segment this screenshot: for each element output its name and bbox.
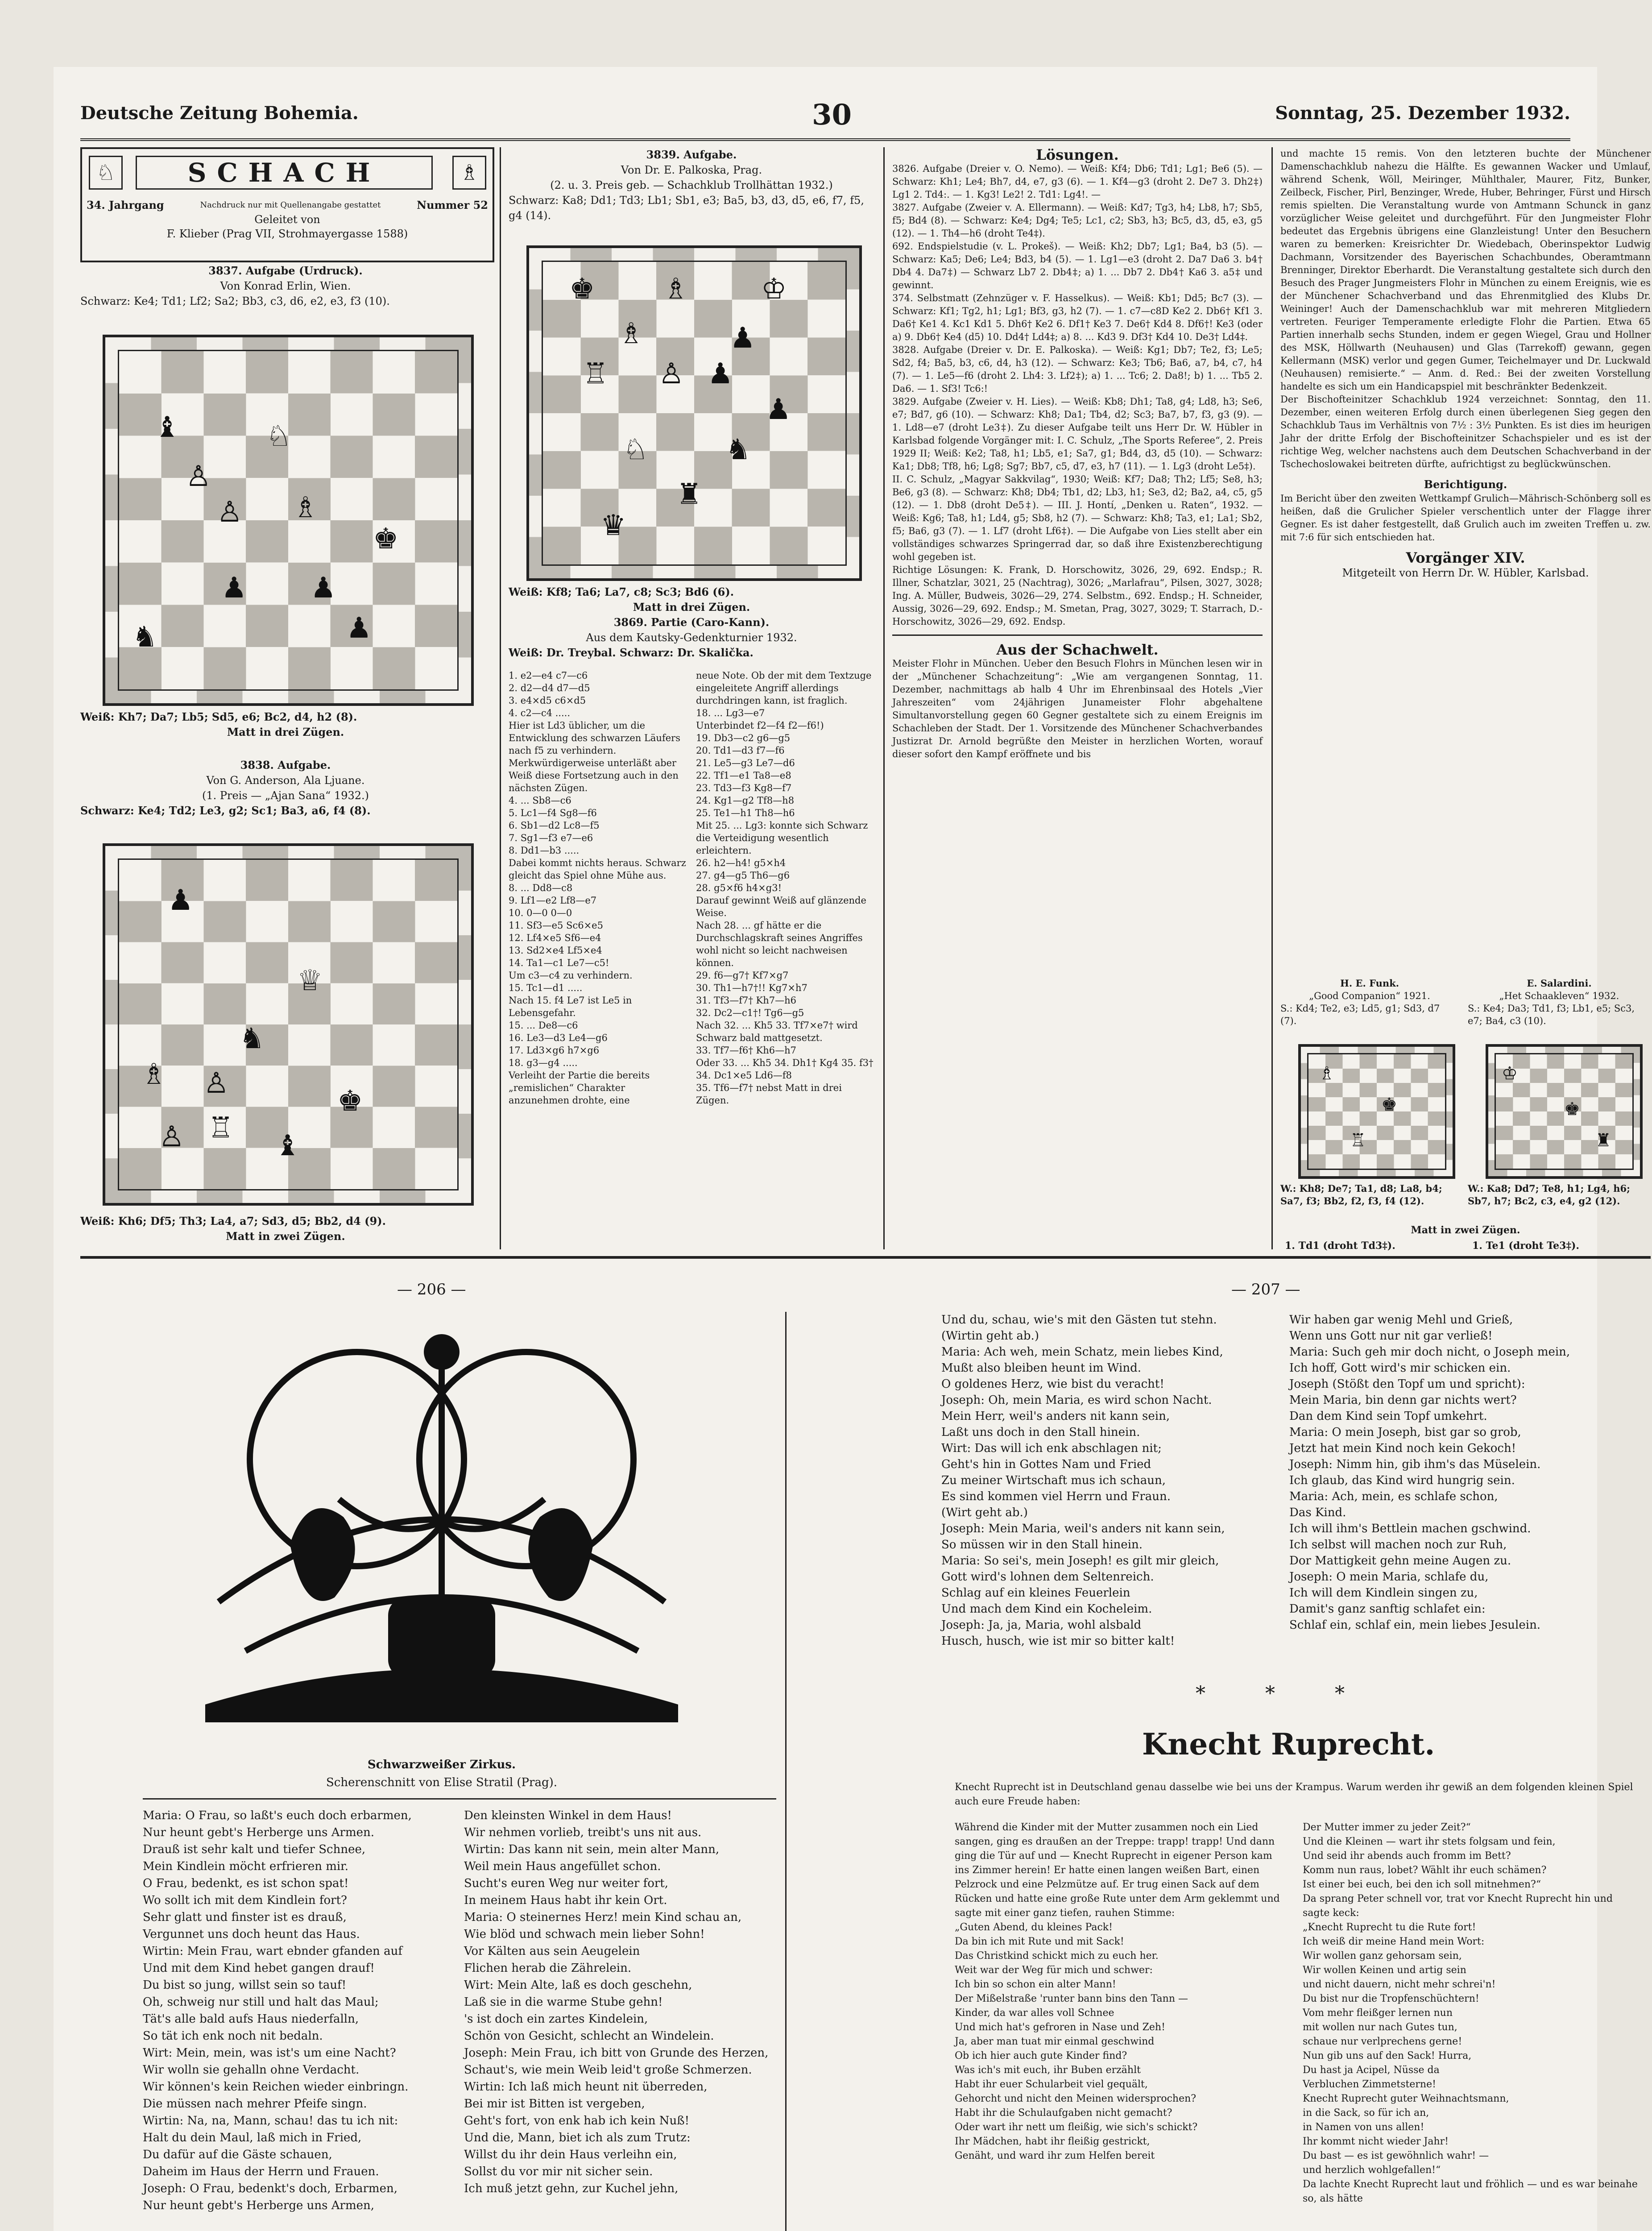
vorgaenger-goal: Matt in zwei Zügen.: [1411, 1224, 1520, 1236]
chess-board-squares: [118, 350, 459, 691]
play-column-2: Den kleinsten Winkel in dem Haus! Wir nehmen vorlieb, treibt's uns nit aus. Wirtin: Das kann nit sein, mein alter Mann, Weil mein Haus angefüllet schon. Sucht's euren Weg nur weiter fort, In meinem Haus habt ihr kein Ort. Maria: O steinernes Herz! mein Kind schau an, Wie blöd und schwach mein lieber Sohn! Vor Kälten aus sein Aeugelein Flichen herab die Zährelein. Wirt: Mein Alte, laß es doch geschehn, Laß sie in die warme Stube gehn! 's ist doch ein zartes Kindelein, Schön von Gesicht, schlecht an Windelein. Joseph: Mein Frau, ich bitt von Grunde des Herzen, Schaut's, wie mein Weib leid't große Schmerzen. Wirtin: Ich laß mich heunt nit überreden, Bei mir ist Bitten ist vergeben, Geht's fort, von enk hab ich kein Nuß! Und die, Mann, biet ich als zum Trutz: Willst du ihr dein Haus verleihn ein, Sollst du vor mir nit sicher sein. Ich muß jetzt gehn, zur Kuchel jehn,: [464, 1809, 769, 2195]
header-date: Sonntag, 25. Dezember 1932.: [1275, 103, 1570, 124]
vorgaenger-a-source: „Good Companion“ 1921.: [1309, 991, 1430, 1001]
chess-piece: ♝: [154, 411, 180, 444]
partie-moves-left: 1. e2—e4 c7—c6 2. d2—d4 d7—d5 3. e4×d5 c6×d5 4. c2—c4 ..... Hier ist Ld3 üblicher, um die Entwicklung des schwarzen Läufers nach f5 zu verhindern. Merkwürdigerweise unterläßt aber Weiß diese Fortsetzung auch in den nächsten Zügen. 4. ... Sb8—c6 5. Lc1—f4 Sg8—f6 6. Sb1—d2 Lc8—f5 7. Sg1—f3 e7—e6 8. Dd1—b3 ..... Dabei kommt nichts heraus. Schwarz gleicht das Spiel ohne Mühe aus. 8. ... Dd8—c8 9. Lf1—e2 Lf8—e7 10. 0—0 0—0 11. Sf3—e5 Sc6×e5 12. Lf4×e5 Sf6—e4 13. Sd2×e4 Lf5×e4 14. Ta1—c1 Le7—c5! Um c3—c4 zu verhindern. 15. Tc1—d1 ..... Nach 15. f4 Le7 ist Le5 in Lebensgefahr. 15. ... De8—c6 16. Le3—d3 Le4—g6 17. Ld3×g6 h7×g6 18. g3—g4 ..... Verleiht der Partie die bereits „remislichen“ Charakter anzunehmen drohte, eine: [509, 670, 686, 1106]
knecht-ruprecht-title: Knecht Ruprecht.: [1142, 1727, 1435, 1762]
chess-piece: ♖: [583, 357, 609, 390]
section-divider: [143, 1798, 776, 1800]
chess-piece: ♗: [293, 491, 319, 524]
partie-heading: 3869. Partie (Caro-Kann).: [613, 616, 770, 629]
column-3: [892, 147, 1263, 761]
schach-masthead: [80, 147, 494, 262]
chess-piece: ♜: [1595, 1130, 1611, 1151]
chess-piece: ♗: [618, 317, 644, 350]
problem-3839-prize: (2. u. 3. Preis geb. — Schachklub Trollhättan 1932.): [550, 179, 833, 191]
vorgaenger-b: [1468, 977, 1651, 1027]
column-divider: [883, 147, 885, 1249]
problem-3837-author: Von Konrad Erlin, Wien.: [220, 280, 351, 292]
paper-cut-illustration: [178, 1312, 705, 1749]
problem-3838-heading: 3838. Aufgabe.: [240, 759, 331, 771]
chess-piece: ♚: [337, 1085, 363, 1118]
play-column-3: Und du, schau, wie's mit den Gästen tut stehn. (Wirtin geht ab.) Maria: Ach weh, mein Schatz, mein liebes Kind, Mußt also bleiben heunt im Wind. O goldenes Herz, wie bist du veracht! Joseph: Oh, mein Maria, es wird schon Nacht. Mein Herr, weil's anders nit kann sein, Laßt uns doch in den Stall hinein. Wirt: Das will ich enk abschlagen nit; Geht's hin in Gottes Nam und Fried Zu meiner Wirtschaft mus ich schaun, Es sind kommen viel Herrn und Fraun. (Wirt geht ab.) Joseph: Mein Maria, weil's anders nit kann sein, So müssen wir in den Stall hinein. Maria: So sei's, mein Joseph! es gilt mir gleich, Gott wird's lohnen dem Seltenreich. Schlag auf ein kleines Feuerlein Und mach dem Kind ein Kocheleim. Joseph: Ja, ja, Maria, wohl alsbald Husch, husch, wie ist mir so bitter kalt!: [941, 1313, 1225, 1648]
chess-piece: ♙: [159, 1120, 185, 1153]
chess-piece: ♛: [600, 509, 626, 542]
bishop-icon: ♗: [452, 156, 486, 190]
schachwelt-text: Meister Flohr in München. Ueber den Besuch Flohrs in München lesen wir in der „Münchener Schachzeitung“: „Wie am vergangenen Sonntag, 11. Dezember, nachmittags ab halb 4 Uhr im Ehrenbinsaal des Hotels „Vier Jahreszeiten“ vom 24jährigen Junameister Flohr abgehaltene Simultanvorstellung gegen 60 Gegner gestaltete sich zu einem Ereignis im Schachleben der Stadt. Der 1. Vorsitzende des Münchener Schachverbandes Justizrat Dr. Arnold begrüßte den Meister in herzlichen Worten, worauf dieser sofort den Kampf eröffnete und bis: [892, 658, 1263, 759]
chess-piece: ♖: [1350, 1130, 1366, 1151]
page-header: [80, 98, 1570, 141]
chess-piece: ♞: [132, 621, 158, 654]
chess-board-squares: [542, 261, 847, 566]
schach-meta: [87, 198, 488, 241]
partie-sub: Aus dem Kautsky-Gedenkturnier 1932.: [586, 631, 797, 644]
chess-piece: ♟: [311, 572, 336, 605]
problem-3837-heading: 3837. Aufgabe (Urdruck).: [208, 264, 363, 277]
chess-piece: ♗: [141, 1058, 167, 1091]
vorgaenger-heading: Vorgänger XIV.: [1406, 549, 1525, 566]
chess-piece: ♙: [203, 1067, 229, 1100]
chess-piece: ♙: [186, 460, 211, 493]
problem-3838-prize: (1. Preis — „Ajan Sana“ 1932.): [202, 789, 369, 802]
vorgaenger-a-black: S.: Kd4; Te2, e3; Ld5, g1; Sd3, d7 (7).: [1280, 1003, 1440, 1026]
problem-3839-author: Von Dr. E. Palkoska, Prag.: [621, 164, 762, 176]
column-divider: [500, 147, 501, 1249]
column-2-partie: [509, 585, 874, 660]
vorgaenger-b-white: W.: Ka8; Dd7; Te8, h1; Lg4, h6; Sb7, h7; Bc2, c3, e4, g2 (12).: [1468, 1183, 1630, 1207]
vorgaenger-b-source: „Het Schaakleven“ 1932.: [1499, 991, 1619, 1001]
chess-piece: ♔: [1502, 1063, 1518, 1084]
problem-3839-heading: 3839. Aufgabe.: [646, 148, 737, 161]
chess-diagram-3839: [526, 245, 862, 581]
newspaper-page: [54, 67, 1651, 2231]
chess-piece: ♙: [217, 496, 243, 529]
column-1-mid: [80, 709, 491, 818]
knight-icon: ♘: [89, 156, 123, 190]
chess-diagram-3837: [103, 335, 474, 706]
chess-piece: ♘: [623, 433, 649, 466]
header-page-number: 30: [812, 98, 852, 132]
chess-diagram-vorgaenger-b: [1486, 1044, 1643, 1179]
loesungen-text: 3826. Aufgabe (Dreier v. O. Nemo). — Weiß: Kf4; Db6; Td1; Lg1; Be6 (5). — Schwarz: Kh1; Le4; Bh7, d4, e7, g3 (6). — 1. Kf4—g3 (droht 2. De7 3. Dh2‡) Lg1 2. Td4:. — 1. Kg3! Le2! 2. Td1: Lg4!. — 3827. Aufgabe (Zweier v. A. Ellermann). — Weiß: Kd7; Tg3, h4; Lb8, h7; Sb5, f5; Bd4 (8). — Schwarz: Ke4; Dg4; Te5; Lc1, c2; Sb3, h3; Bc5, d3, d5, e3, g5 (12). — 1. Th4—h6 (droht Te4‡). 692. Endspielstudie (v. L. Prokeš). — Weiß: Kh2; Db7; Lg1; Ba4, b3 (5). — Schwarz: Ka5; De6; Le4; Bd3, b4 (5). — 1. Lg1—e3 (droht 2. Da7 Da6 3. b4† Db4 4. Da7‡) — Schwarz Lb7 2. Db4‡; a) 1. ... Db7 2. Db4† Ka6 3. a5‡ und gewinnt. 374. Selbstmatt (Zehnzüger v. F. Hasselkus). — Weiß: Kb1; Dd5; Bc7 (3). — Schwarz: Kf1; Tg2, h1; Lg1; Bf3, g3, h2 (7). — 1. c7—c8D Ke2 2. Db6† Kf1 3. Da6† Ke1 4. Kc1 Kd1 5. Dh6† Ke2 6. Df1† Ke3 7. De6† Kd4 8. Df6†! Ke3 (oder a) 9. Db6† Ke4 (d5) 10. Dd4† Ld4‡; a) 8. ... Kd3 9. Df3† Kd4 10. De3† Ld4‡. 3828. Aufgabe (Dreier v. Dr. E. Palkoska). — Weiß: Kg1; Db7; Te2, f3; Le5; Sd2, f4; Ba5, b3, c6, d4, h3 (12). — Schwarz: Ke3; Tb6; Ba6, a7, b4, c7, h4 (7). — 1. Le5—f6 (droht 2. Lh4: 3. Lf2‡); a) 1. ... Tc6; 2. Da8!; b) 1. ... Tb5 2. Da6. — 1. Sf3! Tc6:! 3829. Aufgabe (Zweier v. H. Lies). — Weiß: Kb8; Dh1; Ta8, g4; Ld8, h3; Se6, e7; Bd7, g6 (10). — Schwarz: Kh8; Da1; Tb4, d2; Sc3; Ba7, b7, f3, g3 (9). — 1. Ld8—e7 (droht Le3‡). Zu dieser Aufgabe teilt uns Herr Dr. W. Hübler in Karlsbad folgende Vorgänger mit: I. C. Schulz, „The Sports Referee“, 2. Preis 1929 II; Weiß: Ke2; Ta8, h1; Lb5, e1; Sa7, g1; Bd4, d3, d5 (10). — Schwarz: Ka1; Db8; Tf8, h6; Lg8; Sg7; Bb7, c5, d7, e3, h7 (11). — 1. Lg3 (droht Le5‡). II. C. Schulz, „Magyar Sakkvilag“, 1930; Weiß: Kf7; Da8; Th2; Lf5; Se8, h3; Be6, g3 (8). — Schwarz: Kh8; Db4; Tb1, d2; Lb3, h1; Se3, d2; Ba2, a4, c5, g5 (12). — 1. Db8 (droht De5‡). — III. J. Hontí, „Denken u. Raten“, 1932. — Weiß: Kg6; Ta8, h1; Ld4, g5; Sb8, h2 (7). — Schwarz: Kh8; Ta3, e1; La1; Sb2, f5; Ba6, g3 (7). — 1. Lf7 (droht Lf6‡). — Die Aufgabe von Lies stellt aber ein vollständiges schwarzes Springerrad dar, so daß ihre Existenzberechtigung wohl gegeben ist. Richtige Lösungen: K. Frank, D. Horschowitz, 3026, 29, 692. Endsp.; R. Illner, Schatzlar, 3021, 25 (Nachtrag), 3026; „Marlafrau“, Pilsen, 3027, 3028; Ing. A. Müller, Budweis, 3026—29, 274. Selbstm., 692. Endsp.; H. Schneider, Aussig, 3026—29, 692. Endsp.; M. Smetan, Prag, 3027, 3029; T. Starrach, D.-Horschowitz, 3026—29, 692. Endsp.: [892, 163, 1263, 627]
chess-piece: ♚: [1381, 1095, 1397, 1115]
chess-piece: ♟: [346, 612, 372, 645]
chess-piece: ♚: [1564, 1099, 1580, 1120]
chess-piece: ♟: [168, 884, 194, 917]
problem-3838-black: Schwarz: Ke4; Td2; Le3, g2; Sc1; Ba3, a6, f4 (8).: [80, 804, 371, 817]
knecht-ruprecht-right: Der Mutter immer zu jeder Zeit?“ Und die Kleinen — wart ihr stets folgsam und fein, Und seid ihr abends auch fromm im Bett? Komm nun raus, lobet? Wählt ihr euch schämen? Ist einer bei euch, bei den ich soll mitnehmen?“ Da sprang Peter schnell vor, trat vor Knecht Ruprecht hin und sagte keck: „Knecht Ruprecht tu die Rute fort! Ich weiß dir meine Hand mein Wort: Wir wollen ganz gehorsam sein, Wir wollen Keinen und artig sein und nicht dauern, nicht mehr schrei'n! Du bist nur die Tropfenschüchtern! Vom mehr fleißger lernen nun mit wollen nur nach Gutes tun, schaue nur verlprechens gerne! Nun gib uns auf den Sack! Hurra, Du hast ja Acipel, Nüsse da Verbluchen Zimmetsterne! Knecht Ruprecht guter Weihnachtsmann, in die Sack, so für ich an, in Namen von uns allen! Ihr kommt nicht wieder Jahr! Du bast — es ist gewöhnlich wahr! — und herzlich wohlgefallen!“ Da lachte Knecht Ruprecht laut und fröhlich — und es war beinahe so, als hätte: [1303, 1822, 1638, 2204]
column-4: [1280, 147, 1651, 581]
page-gutter: [785, 1312, 787, 2231]
vorgaenger-sub: Mitgeteilt von Herrn Dr. W. Hübler, Karlsbad.: [1342, 567, 1589, 579]
problem-3839-goal: Matt in drei Zügen.: [633, 601, 750, 614]
schachwelt-heading: Aus der Schachwelt.: [996, 641, 1159, 658]
berichtigung-text: Im Bericht über den zweiten Wettkampf Grulich—Mährisch-Schönberg soll es heißen, daß die Grulicher Spieler verschentlich unter der Flagge ihrer Gegner. Es ist daher festgestellt, daß Grulich auch im zweiten Treffen u. zw. mit 7:6 für sich entschieden hat.: [1280, 493, 1651, 543]
vorgaenger-a-white: W.: Kh8; De7; Ta1, d8; La8, b4; Sa7, f3; Bb2, f2, f3, f4 (12).: [1280, 1183, 1442, 1207]
schach-note: Nachdruck nur mit Quellenangabe gestattet: [200, 200, 381, 210]
section-divider: [892, 634, 1263, 636]
problem-3839-black: Schwarz: Ka8; Dd1; Td3; Lb1; Sb1, e3; Ba5, b3, d3, d5, e6, f7, f5, g4 (14).: [509, 194, 865, 222]
chess-piece: ♚: [373, 523, 399, 556]
problem-3837-goal: Matt in drei Zügen.: [227, 726, 344, 738]
section-rule: [80, 1256, 1651, 1259]
chess-piece: ♞: [239, 1022, 265, 1055]
vorgaenger-a-author: H. E. Funk.: [1340, 978, 1399, 989]
vorgaenger-b-solution: 1. Te1 (droht Te3‡).: [1472, 1240, 1580, 1252]
schach-geleitet: Geleitet von: [254, 213, 320, 226]
problem-3838-goal: Matt in zwei Zügen.: [226, 1230, 345, 1243]
play-column-1: Maria: O Frau, so laßt's euch doch erbarmen, Nur heunt gebt's Herberge uns Armen. Drauß ist sehr kalt und tiefer Schnee, Mein Kindlein möcht erfrieren mir. O Frau, bedenkt, es ist schon spat! Wo sollt ich mit dem Kindlein fort? Sehr glatt und finster ist es drauß, Vergunnet uns doch heunt das Haus. Wirtin: Mein Frau, wart ebnder gfanden auf Und mit dem Kind hebet gangen drauf! Du bist so jung, willst sein so tauf! Oh, schweig nur still und halt das Maul; Tät's alle bald aufs Haus niederfalln, So tät ich enk noch nit bedaln. Wirt: Mein, mein, was ist's um eine Nacht? Wir wolln sie gehalln ohne Verdacht. Wir können's kein Reichen wieder einbringn. Die müssen nach mehrer Pfeife singn. Wirtin: Na, na, Mann, schau! das tu ich nit: Halt du dein Maul, laß mich in Fried, Du dafür auf die Gäste schauen, Daheim im Haus der Herrn und Frauen. Joseph: O Frau, bedenkt's doch, Erbarmen, Nur heunt gebt's Herberge uns Armen,: [143, 1809, 412, 2212]
vorgaenger-b-author: E. Salardini.: [1527, 978, 1592, 989]
chess-piece: ♜: [676, 478, 702, 511]
vorgaenger-a-bottom: [1280, 1182, 1459, 1207]
column-1-bottom: [80, 1214, 491, 1244]
chess-piece: ♚: [569, 273, 595, 306]
chess-diagram-3838: [103, 843, 474, 1206]
illustration-caption-sub: Scherenschnitt von Elise Stratil (Prag).: [326, 1776, 558, 1789]
illustration-caption-title: Schwarzweißer Zirkus.: [367, 1758, 516, 1771]
vorgaenger-b-bottom: [1468, 1182, 1651, 1207]
header-publication: Deutsche Zeitung Bohemia.: [80, 103, 359, 124]
knecht-ruprecht-left: Während die Kinder mit der Mutter zusammen noch ein Lied sangen, ging es draußen an der Treppe: trapp! trapp! Und dann ging die Tür auf und — Knecht Ruprecht in eigener Person kam ins Zimmer herein! Er hatte einen langen weißen Bart, einen Pelzrock und eine Pelzmütze auf. Er trug einen Sack auf dem Rücken und hatte eine große Rute unter dem Arm geklemmt und sagte mit einer ganz tiefen, rauhen Stimme: „Guten Abend, du kleines Pack! Da bin ich mit Rute und mit Sack! Das Christkind schickt mich zu euch her. Weit war der Weg für mich und schwer: Ich bin so schon ein alter Mann! Der Mißelstraße 'runter bann bins den Tann — Kinder, da war alles voll Schnee Und mich hat's gefroren in Nase und Zeh! Ja, aber man tuat mir einmal geschwind Ob ich hier auch gute Kinder find? Was ich's mit euch, ihr Buben erzählt Habt ihr euer Schularbeit viel gequält, Gehorcht und nicht den Meinen widersprochen? Habt ihr die Schulaufgaben nicht gemacht? Oder wart ihr nett um fleißig, wie sich's schickt? Ihr Mädchen, habt ihr fleißig gestrickt, Genäht, und ward ihr zum Helfen bereit: [955, 1822, 1280, 2161]
play-column-4: Wir haben gar wenig Mehl und Grieß, Wenn uns Gott nur nit gar verließ! Maria: Such geh mir doch nicht, o Joseph mein, Ich hoff, Gott wird's mir schicken ein. Joseph (Stößt den Topf um und spricht): Mein Maria, bin denn gar nichts wert? Dan dem Kind sein Topf umkehrt. Maria: O mein Joseph, bist gar so grob, Jetzt hat mein Kind noch kein Gekoch! Joseph: Nimm hin, gib ihm's das Müselein. Ich glaub, das Kind wird hungrig sein. Maria: Ach, mein, es schlafe schon, Das Kind. Ich will ihm's Bettlein machen gschwind. Ich selbst will machen noch zur Ruh, Dor Mattigkeit gehn meine Augen zu. Joseph: O mein Maria, schlafe du, Ich will dem Kindlein singen zu, Damit's ganz sanftig schlafet ein: Schlaf ein, schlaf ein, mein liebes Jesulein.: [1289, 1313, 1570, 1632]
chess-piece: ♗: [663, 273, 689, 306]
schach-nummer: Nummer 52: [417, 199, 488, 211]
schach-jahrgang: 34. Jahrgang: [87, 199, 164, 211]
chess-piece: ♕: [297, 964, 323, 997]
schach-title: SCHACH: [136, 156, 433, 190]
chess-piece: ♝: [275, 1129, 301, 1162]
chess-piece: ♟: [766, 393, 791, 426]
chess-piece: ♟: [730, 322, 756, 355]
folio-left: — 206 —: [397, 1281, 466, 1298]
column-2-top: [509, 147, 874, 223]
loesungen-heading: Lösungen.: [1036, 146, 1119, 163]
chess-piece: ♟: [708, 357, 733, 390]
vorgaenger-b-black: S.: Ke4; Da3; Td1, f3; Lb1, e5; Sc3, e7; Ba4, c3 (10).: [1468, 1003, 1635, 1026]
section-stars: * * *: [1196, 1682, 1371, 1705]
partie-players: Weiß: Dr. Treybal. Schwarz: Dr. Skalička.: [509, 646, 754, 659]
chess-piece: ♖: [208, 1111, 234, 1145]
chess-piece: ♙: [658, 357, 684, 390]
partie-moves-right: neue Note. Ob der mit dem Textzuge eingeleitete Angriff allerdings durchdringen kann, ist fraglich. 18. ... Lg3—e7 Unterbindet f2—f4 f2—f6!) 19. Db3—c2 g6—g5 20. Td1—d3 f7—f6 21. Le5—g3 Le7—d6 22. Tf1—e1 Ta8—e8 23. Td3—f3 Kg8—f7 24. Kg1—g2 Tf8—h8 25. Te1—h1 Th8—h6 Mit 25. ... Lg3: konnte sich Schwarz die Verteidigung wesentlich erleichtern. 26. h2—h4! g5×h4 27. g4—g5 Th6—g6 28. g5×f6 h4×g3! Darauf gewinnt Weiß auf glänzende Weise. Nach 28. ... gf hätte er die Durchschlagskraft seines Angriffes wohl nicht so leicht nachweisen können. 29. f6—g7† Kf7×g7 30. Th1—h7†!! Kg7×h7 31. Tf3—f7† Kh7—h6 32. Dc2—c1†! Tg6—g5 Nach 32. ... Kh5 33. Tf7×e7† wird Schwarz bald mattgesetzt. 33. Tf7—f6† Kh6—h7 Oder 33. ... Kh5 34. Dh1† Kg4 35. f3† 34. Dc1×e5 Ld6—f8 35. Tf6—f7† nebst Matt in drei Zügen.: [696, 670, 874, 1106]
problem-3837-white: Weiß: Kh7; Da7; Lb5; Sd5, e6; Bc2, d4, h2 (8).: [80, 710, 357, 723]
knecht-ruprecht-intro: Knecht Ruprecht ist in Deutschland genau dasselbe wie bei uns der Krampus. Warum werden ihr gewiß an dem folgenden kleinen Spiel auch eure Freude haben:: [955, 1782, 1633, 1807]
vorgaenger-a: [1280, 977, 1459, 1027]
problem-3838-author: Von G. Anderson, Ala Ljuane.: [206, 774, 365, 787]
folio-right: — 207 —: [1231, 1281, 1300, 1298]
column-divider: [1271, 147, 1273, 1249]
chess-diagram-vorgaenger-a: [1298, 1044, 1455, 1179]
chess-piece: ♘: [266, 420, 292, 453]
schachwelt-continued: und machte 15 remis. Von den letzteren buchte der Münchener Damenschachklub nahezu die Hälfte. Es gewannen Wacker und Umlauf, während Schenk, Wöll, Meiringer, Mühlthaler, Maurer, Fitz, Bunker, Zeilbeck, Fischer, Pirl, Benzinger, Wrede, Huber, Behringer, Fürst und Hirsch remis spielten. Die Veranstaltung wurde von Amtmann Schunck in ganz vorzüglicher Weise geleitet und durchgeführt. Für den Jungmeister Flohr bedeutet das Ergebnis übrigens eine Glanzleistung! Unter den Besuchern waren zu bemerken: Kreisrichter Dr. Wiedebach, Oberinspektor Ludwig Dachmann, Vorsitzender des Bayerischen Schachbundes, Oberamtmann Brenninger, Direktor Eberhardt. Die Veranstaltung gestaltete sich durch den Besuch des Prager Jungmeisters Flohr in München zu einem Ereignis, wie es der Münchener Schachverband und das Ehrenmitglied des Klubs Dr. Weininger! Auch der Damenschachklub war mit mehreren Mitgliedern vertreten. Feuriger Temperamente erledigte Flohr die Partien. Etwa 65 Partien innerhalb sechs Stunden, indem er gegen Wiegel, Grau und Hollner des MSK, Höllwarth (Neuhausen) und Glas (Tarrekoff) gewann, gegen Kellermann (MSK) verlor und gegen Gumer, Teichelmayer und Dr. Luckwald (Neuhausen) remisierte.“ — Anm. d. Red.: Bei der zweiten Vorstellung handelte es sich um ein Handicapspiel mit beschränkter Bedenkzeit. Der Bischofteinitzer Schachklub 1924 verzeichnet: Sonntag, den 11. Dezember, einen weiteren Erfolg durch einen überlegenen Sieg gegen den Schachklub Taus im Verhältnis von 7½ : 3½ Punkten. Es ist dies im heurigen Jahr der dritte Erfolg der Bischofteinitzer Schachspieler und es ist der richtige Weg, welcher nachstens auch dem Deutschen Schachverband in der Tschechoslowakei beitreten dürfte, aufrichtigst zu beglückwünschen.: [1280, 148, 1651, 469]
chess-piece: ♗: [1319, 1063, 1335, 1084]
berichtigung-heading: Berichtigung.: [1424, 478, 1507, 491]
problem-3838-white: Weiß: Kh6; Df5; Th3; La4, a7; Sd3, d5; Bb2, d4 (9).: [80, 1215, 386, 1227]
column-1-top: [80, 263, 491, 309]
chess-piece: ♞: [725, 433, 751, 466]
schach-editor: F. Klieber (Prag VII, Strohmayergasse 1588): [166, 228, 408, 240]
vorgaenger-a-solution: 1. Td1 (droht Td3‡).: [1285, 1240, 1395, 1252]
chess-piece: ♟: [221, 572, 247, 605]
problem-3837-black: Schwarz: Ke4; Td1; Lf2; Sa2; Bb3, c3, d6, e2, e3, f3 (10).: [80, 295, 390, 307]
chess-piece: ♔: [761, 273, 787, 306]
problem-3839-white: Weiß: Kf8; Ta6; La7, c8; Sc3; Bd6 (6).: [509, 585, 734, 598]
